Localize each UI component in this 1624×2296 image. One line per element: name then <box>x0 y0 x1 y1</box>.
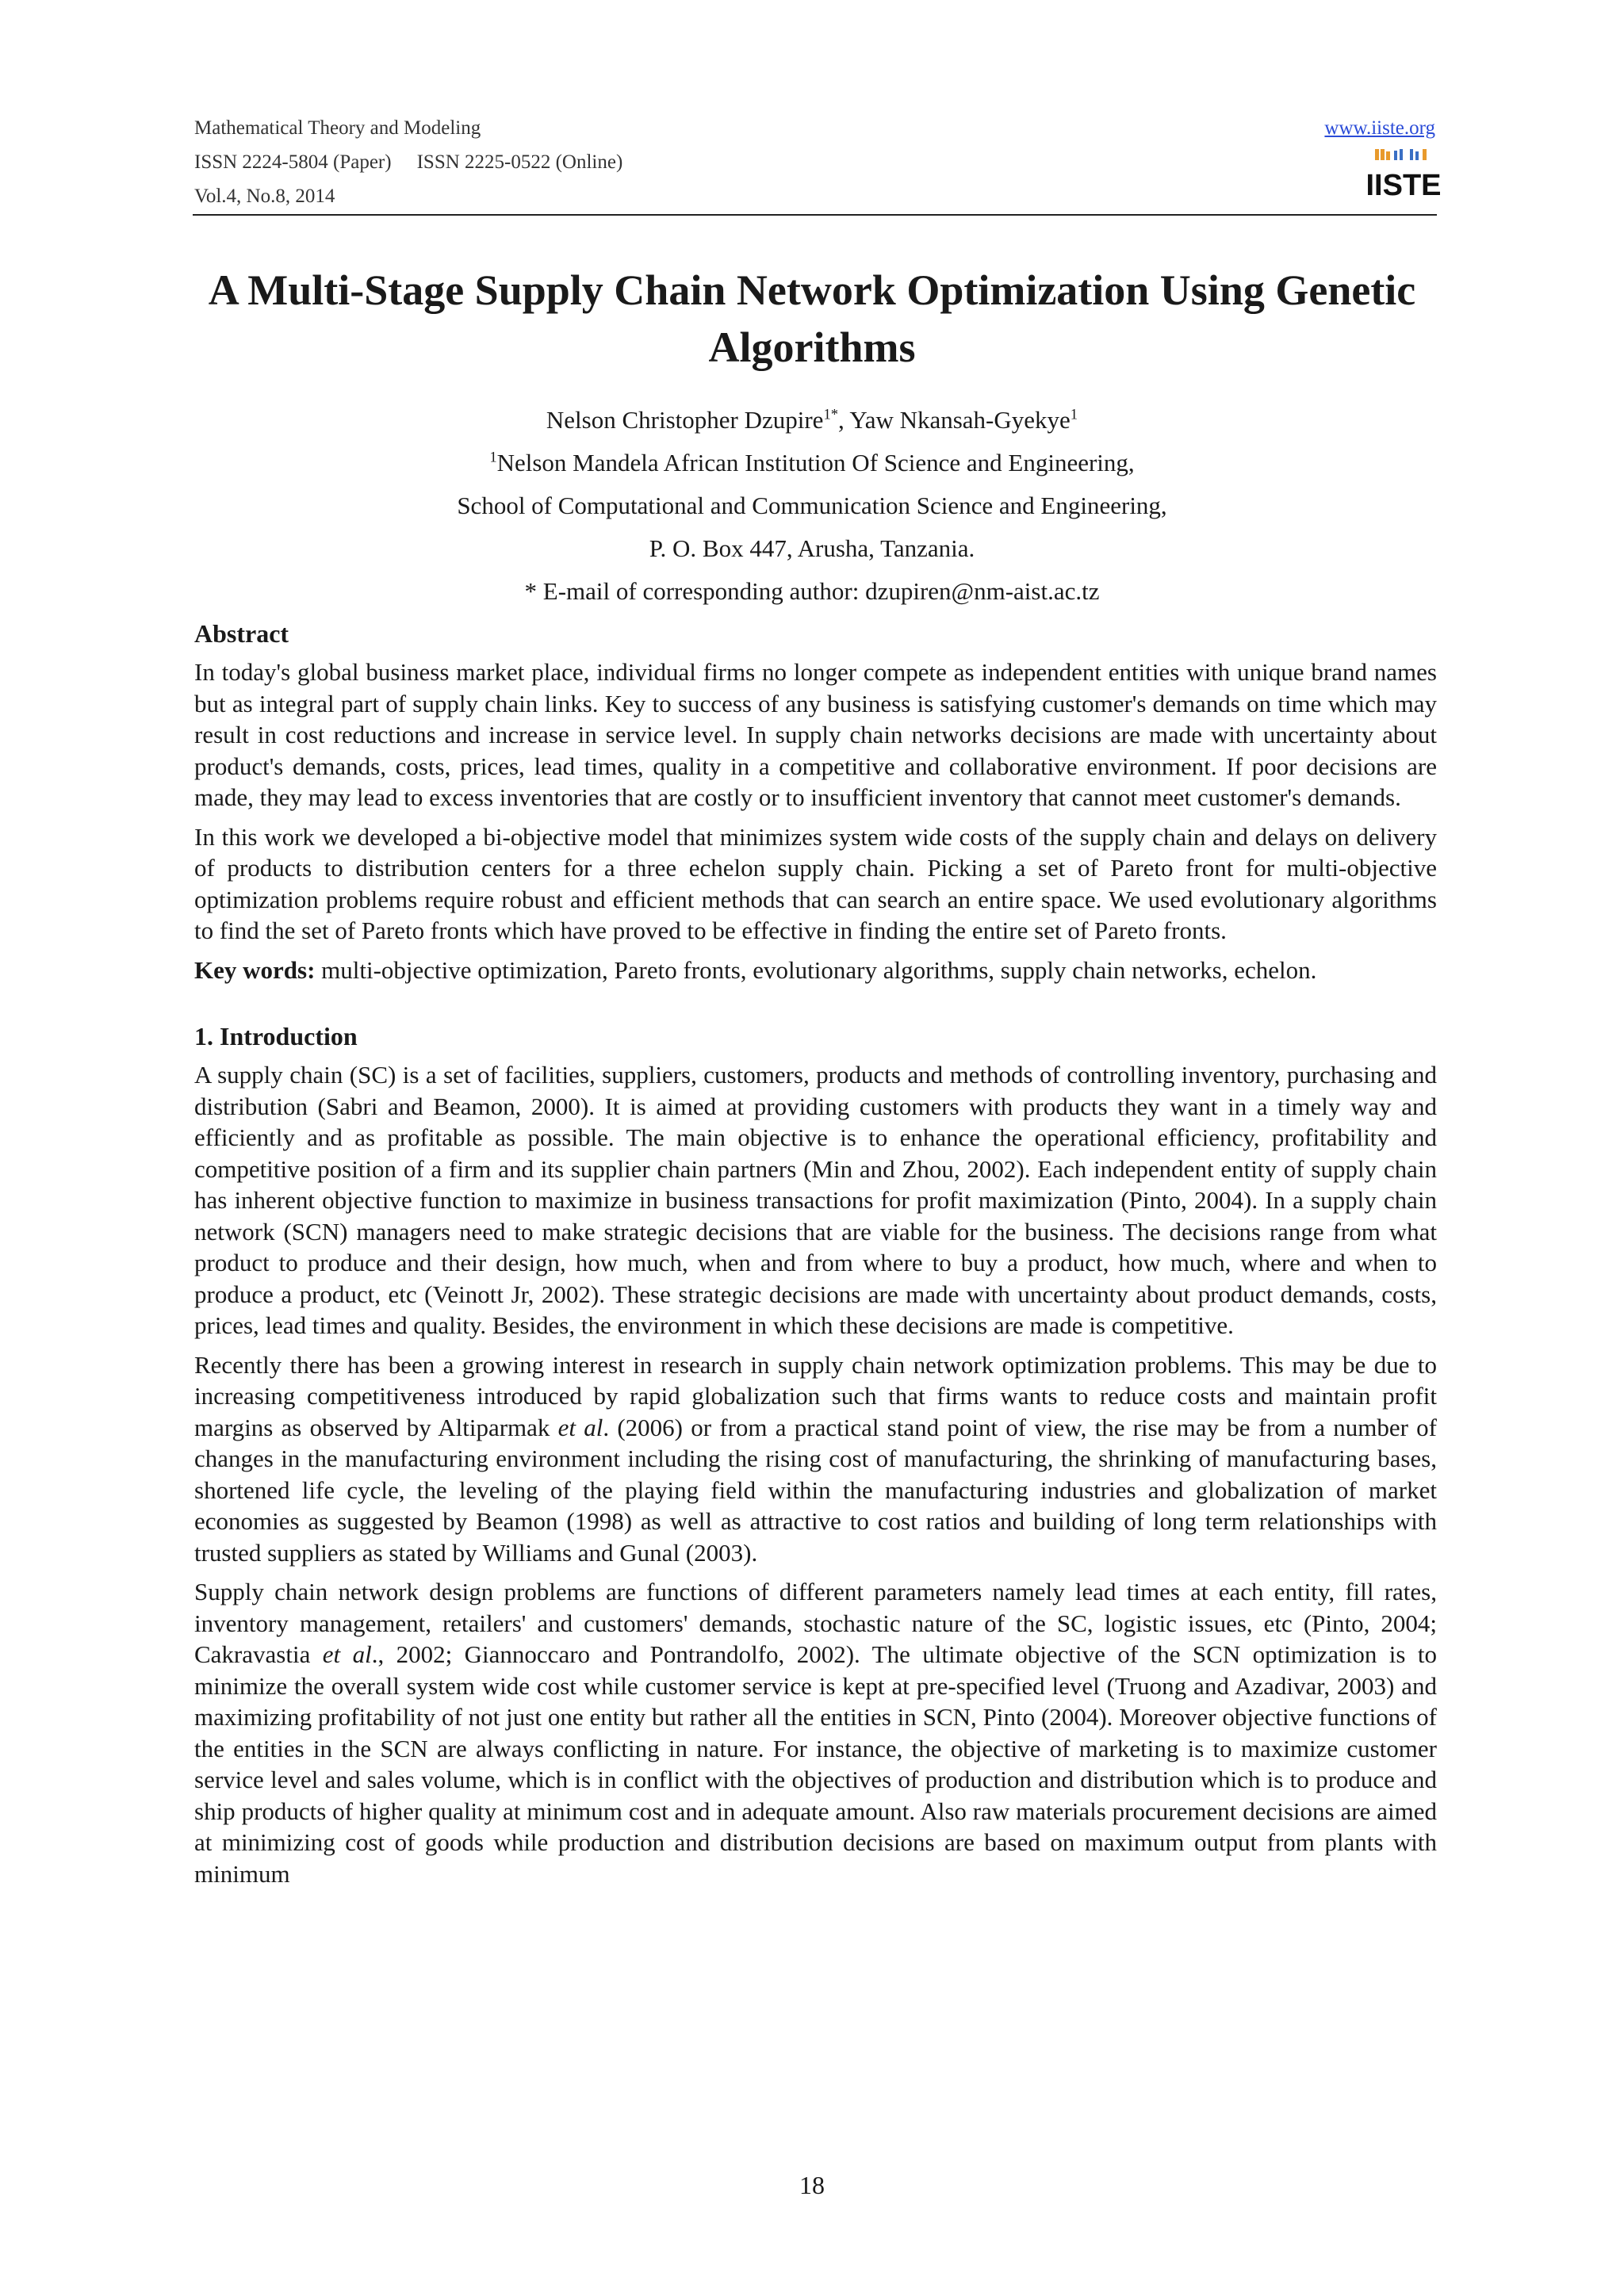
author-names <box>182 399 1442 442</box>
intro-p3-etal: et al <box>322 1640 372 1668</box>
page-number: 18 <box>799 2171 825 2199</box>
affiliation-line-3: P. O. Box 447, Arusha, Tanzania. <box>649 534 975 562</box>
issn-online: ISSN 2225-0522 (Online) <box>416 151 623 173</box>
issn-paper: ISSN 2224-5804 (Paper) <box>194 151 392 173</box>
affiliation-line-1 <box>182 442 1442 484</box>
affiliation-line-2: School of Computational and Communication Science and Engineering, <box>457 492 1167 519</box>
keywords-label: Key words: <box>194 955 316 984</box>
logo-text: IISTE <box>1365 169 1442 202</box>
issn-line <box>194 145 622 179</box>
intro-p3-text-a: Supply chain network design problems are functions of different parameters namely lead times at each entity, fill rates, inventory management, retailers' and customers' demands, stochastic nature of the SC, logistic issues, etc (Pinto, 2004; Cakravastia <box>194 1578 1437 1668</box>
intro-p2-etal: et al <box>557 1413 603 1441</box>
author-block <box>182 399 1442 613</box>
journal-header <box>194 111 622 213</box>
intro-p2-text-b: . (2006) or from a practical stand point of view, the rise may be from a number of changes in the manufacturing environment including the rising cost of manufacturing, the shrinking of manufacturing bases, shortened life cycle, the leveling of the playing field within the manufacturing industries and globalization of market economies as suggested by Beamon (1998) as well as attractive to cost ratios and building of long term relationships with trusted suppliers as stated by Williams and Gunal (2003). <box>194 1413 1437 1567</box>
corresponding-email: * E-mail of corresponding author: dzupiren@nm-aist.ac.tz <box>524 577 1100 605</box>
keywords-list: multi-objective optimization, Pareto fronts, evolutionary algorithms, supply chain networks, echelon. <box>315 955 1317 984</box>
abstract-paragraph-2: In this work we developed a bi-objective model that minimizes system wide costs of the supply chain and delays on delivery of products to distribution centers for a three echelon supply chain. Picking a set of Pareto front for multi-objective optimization problems require robust and efficient methods that can search an entire space. We used evolutionary algorithms to find the set of Pareto fronts which have proved to be effective in finding the entire set of Pareto fronts. <box>194 822 1437 944</box>
abstract-heading: Abstract <box>194 619 289 648</box>
intro-paragraph-1: A supply chain (SC) is a set of facilities, suppliers, customers, products and methods of controlling inventory, purchasing and distribution (Sabri and Beamon, 2000). It is aimed at providing customers with products they want in a timely way and efficiently and as profitable as possible. The main objective is to enhance the operational efficiency, profitability and competitive position of a firm and its supplier chain partners (Min and Zhou, 2002). Each independent entity of supply chain has inherent objective function to maximize in business transactions for profit maximization (Pinto, 2004). In a supply chain network (SCN) managers need to make strategic decisions that are viable for the business. The decisions range from what product to produce and their design, how much, when and from where to buy a product, how much, where and when to produce a product, etc (Veinott Jr, 2002). These strategic decisions are made with uncertainty about product demands, costs, prices, lead times and quality. Besides, the environment in which these decisions are made is competitive. <box>194 1061 1437 1339</box>
paper-title: A Multi-Stage Supply Chain Network Optimization Using Genetic Algorithms <box>208 266 1416 371</box>
author-1: Nelson Christopher Dzupire <box>546 406 824 434</box>
journal-url-link[interactable]: www.iiste.org <box>1324 117 1435 139</box>
author-1-sup: 1* <box>823 406 839 423</box>
introduction-heading: 1. Introduction <box>194 1022 358 1050</box>
author-separator: , <box>838 406 850 434</box>
intro-paragraph-2 <box>194 1349 1437 1569</box>
author-2: Yaw Nkansah-Gyekye <box>849 406 1071 434</box>
intro-p3-text-b: ., 2002; Giannoccaro and Pontrandolfo, 2002). The ultimate objective of the SCN optimization is to minimize the overall system wide cost while customer service is kept at pre-specified level (Truong and Azadivar, 2003) and maximizing profitability of not just one entity but rather all the entities in SCN, Pinto (2004). Moreover objective functions of the entities in the SCN are always conflicting in nature. For instance, the objective of marketing is to maximize customer service level and sales volume, which is in conflict with the objectives of production and distribution which is to produce and ship products of higher quality at minimum cost and in adequate amount. Also raw materials procurement decisions are aimed at minimizing cost of goods while production and distribution decisions are based on maximum output from plants with minimum <box>194 1640 1437 1888</box>
abstract-paragraph-1: In today's global business market place, individual firms no longer compete as independent entities with unique brand names but as integral part of supply chain links. Key to success of any business is satisfying customer's demands on time which may result in cost reductions and increase in service level. In supply chain networks decisions are made with uncertainty about product's demands, costs, prices, lead times, quality in a competitive and collaborative environment. If poor decisions are made, they may lead to excess inventories that are costly or to insufficient inventory that cannot meet customer's demands. <box>194 658 1437 811</box>
header-rule <box>193 214 1437 216</box>
keywords <box>194 955 1437 986</box>
paper-body <box>194 614 1437 1897</box>
affiliation-sup: 1 <box>489 449 497 466</box>
intro-p2-text-a: Recently there has been a growing interest in research in supply chain network optimization problems. This may be due to increasing competitiveness introduced by rapid globalization such that firms wants to reduce costs and maintain profit margins as observed by Altiparmak <box>194 1350 1437 1441</box>
journal-name: Mathematical Theory and Modeling <box>194 117 481 139</box>
iiste-logo-icon <box>1365 147 1442 202</box>
volume-info: Vol.4, No.8, 2014 <box>194 186 335 207</box>
affiliation-text-1: Nelson Mandela African Institution Of Science and Engineering, <box>496 449 1135 476</box>
intro-paragraph-3 <box>194 1576 1437 1889</box>
author-2-sup: 1 <box>1070 406 1078 423</box>
